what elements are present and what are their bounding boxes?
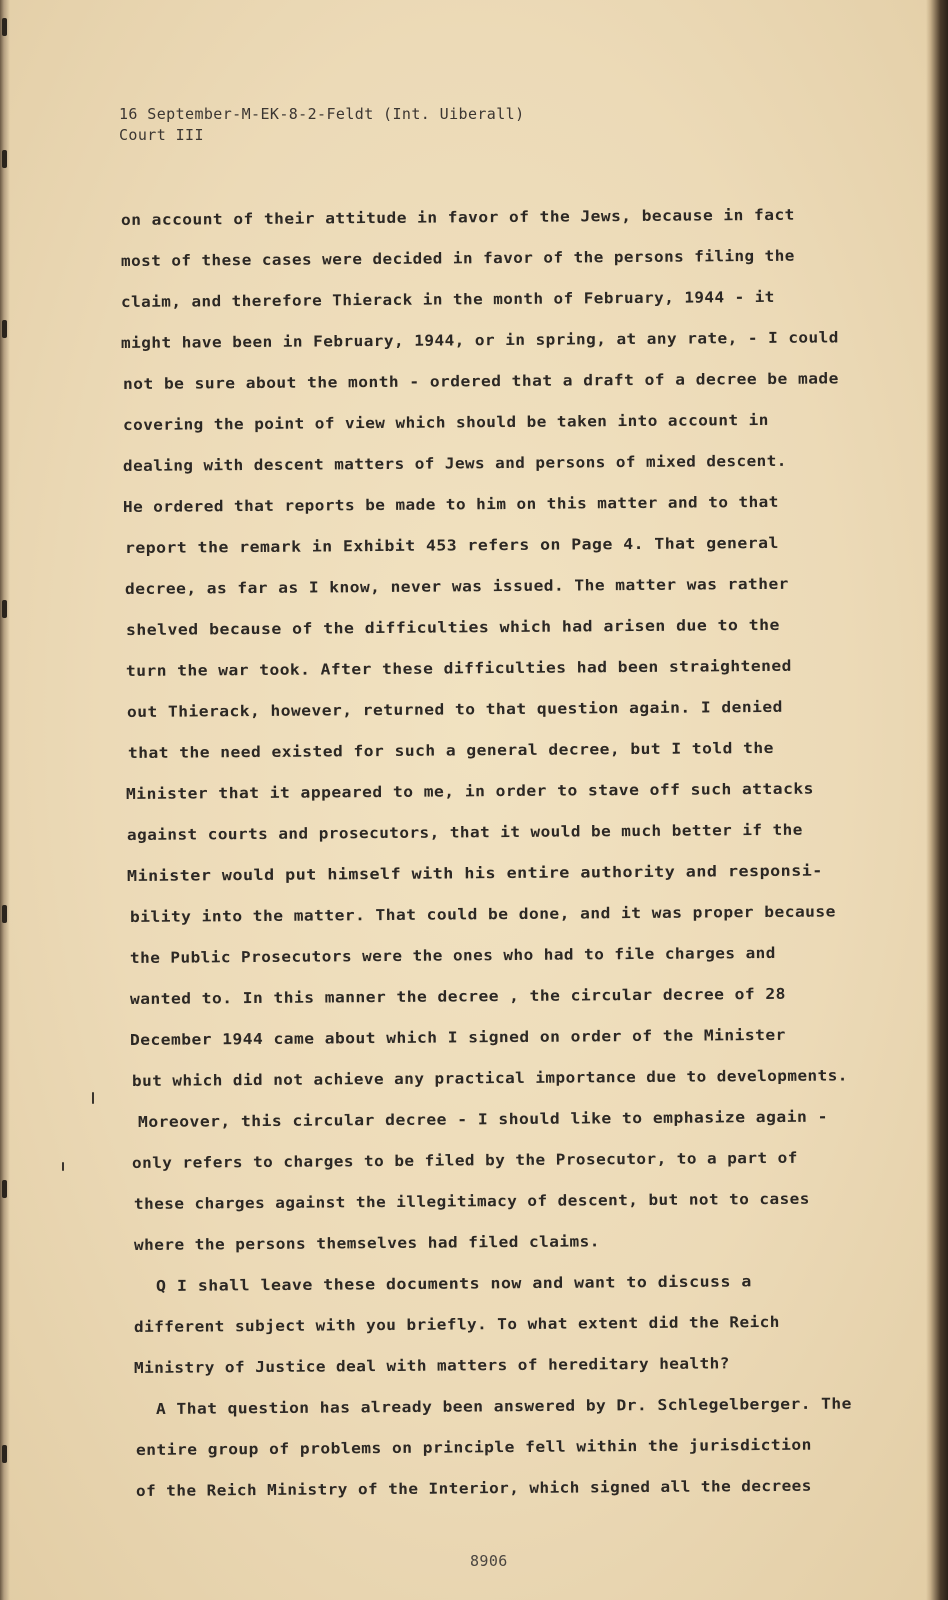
binding-hole — [2, 600, 7, 618]
binding-hole — [2, 320, 7, 338]
transcript-line: claim, and therefore Thierack in the month of February, 1944 - it — [120, 287, 775, 311]
transcript-line: A That question has already been answered by Dr. Schlegelberger. The — [155, 1394, 852, 1418]
transcript-line: December 1944 came about which I signed on order of the Minister — [129, 1025, 786, 1049]
transcript-line: the Public Prosecutors were the ones who had to file charges and — [129, 943, 776, 967]
binding-hole — [2, 18, 7, 36]
transcript-line: wanted to. In this manner the decree , the circular decree of 28 — [129, 984, 786, 1008]
binding-hole — [2, 150, 7, 168]
transcript-line: that the need existed for such a general decree, but I told the — [127, 738, 774, 762]
transcript-line: decree, as far as I know, never was issued. The matter was rather — [124, 574, 789, 598]
page-edge-left — [0, 0, 10, 1600]
transcript-line: most of these cases were decided in favor of the persons filing the — [120, 246, 795, 270]
transcript-line: turn the war took. After these difficulties had been straightened — [125, 656, 792, 680]
transcript-line: covering the point of view which should be taken into account in — [122, 410, 769, 434]
transcript-line: only refers to charges to be filed by the Prosecutor, to a part of — [131, 1148, 798, 1172]
header-line-session: 16 September-M-EK-8-2-Feldt (Int. Uiberall) — [119, 105, 525, 123]
document-header — [119, 104, 525, 146]
binding-hole — [2, 1445, 7, 1463]
transcript-line: Minister would put himself with his entire authority and responsi- — [126, 861, 823, 885]
transcript-line: but which did not achieve any practical importance due to developments. — [131, 1066, 848, 1090]
transcript-line: these charges against the illegitimacy of descent, but not to cases — [133, 1189, 810, 1213]
transcript-line: shelved because of the difficulties which had arisen due to the — [125, 615, 780, 639]
binding-hole — [2, 905, 7, 923]
transcript-line: dealing with descent matters of Jews and persons of mixed descent. — [122, 451, 787, 475]
transcript-line: bility into the matter. That could be done, and it was proper because — [129, 902, 836, 926]
transcript-line: not be sure about the month - ordered that a draft of a decree be made — [122, 369, 839, 393]
transcript-line: might have been in February, 1944, or in spring, at any rate, - I could — [120, 328, 839, 352]
paper-speck — [92, 1092, 94, 1104]
transcript-line: of the Reich Ministry of the Interior, which signed all the decrees — [135, 1476, 812, 1500]
transcript-line: Moreover, this circular decree - I should like to emphasize again - — [137, 1107, 828, 1131]
binding-hole — [2, 1180, 7, 1198]
transcript-line: report the remark in Exhibit 453 refers on Page 4. That general — [124, 533, 779, 557]
transcript-line: out Thierack, however, returned to that question again. I denied — [126, 697, 783, 721]
paper-speck — [62, 1162, 64, 1171]
transcript-line: Q I shall leave these documents now and want to discuss a — [155, 1272, 752, 1295]
transcript-line: He ordered that reports be made to him on this matter and to that — [122, 492, 779, 516]
page-edge-right — [926, 0, 948, 1600]
transcript-line: Ministry of Justice deal with matters of hereditary health? — [133, 1354, 730, 1377]
transcript-line: Minister that it appeared to me, in order to stave off such attacks — [125, 779, 814, 803]
transcript-line: on account of their attitude in favor of the Jews, because in fact — [120, 205, 795, 229]
transcript-line: where the persons themselves had filed claims. — [133, 1232, 600, 1254]
transcript-line: entire group of problems on principle fell within the jurisdiction — [135, 1435, 812, 1459]
header-line-court: Court III — [119, 126, 204, 144]
transcript-line: against courts and prosecutors, that it would be much better if the — [126, 820, 803, 844]
transcript-line: different subject with you briefly. To what extent did the Reich — [133, 1312, 780, 1336]
page-number: 8906 — [470, 1552, 508, 1570]
